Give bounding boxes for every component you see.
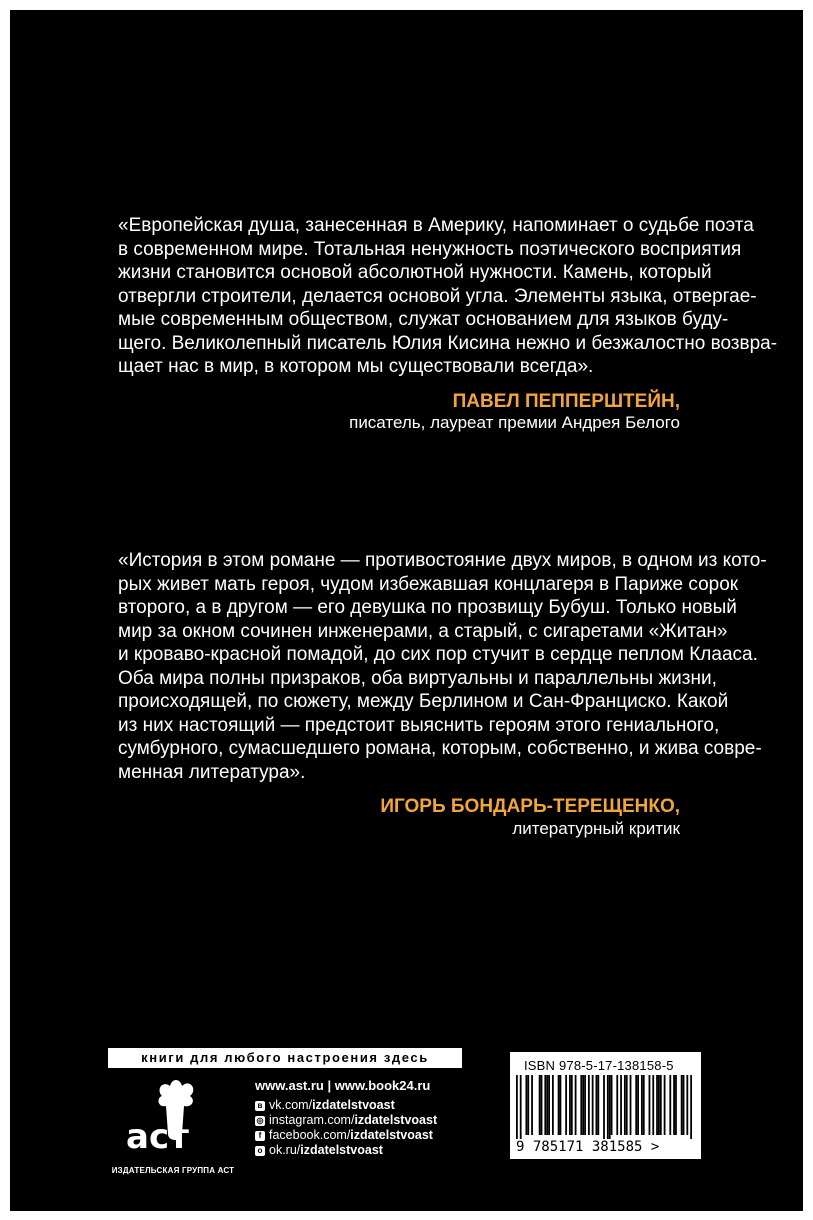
social-link-odnoklassniki[interactable] — [255, 1143, 437, 1158]
barcode-bar — [658, 1075, 660, 1135]
barcode-bar — [539, 1075, 541, 1135]
quote-line: сумбурного, сумасшедшего романа, которым, собственно, и жива совре- — [118, 738, 762, 759]
barcode-digits: 9 785171 381585 > — [516, 1139, 660, 1155]
odnoklassniki-icon: о — [255, 1146, 265, 1156]
barcode-bar — [652, 1075, 654, 1135]
barcode-bar — [596, 1075, 598, 1135]
barcode-bar — [616, 1075, 618, 1135]
ast-logo-icon — [112, 1076, 222, 1162]
isbn-block — [510, 1052, 701, 1159]
barcode-bar — [607, 1075, 609, 1139]
barcode-bar — [620, 1075, 622, 1135]
quote-line: менная литература». — [118, 761, 306, 783]
quote-line: второго, а в другом — его девушка по прозвищу Бубуш. Только новый — [118, 597, 737, 618]
quote-bondar-tereshchenko — [118, 549, 767, 784]
social-prefix: vk.com/ — [269, 1098, 313, 1112]
quote-line: и кроваво-красной помадой, до сих пор стучит в сердце пеплом Клааса. — [118, 644, 758, 665]
barcode-bar — [584, 1075, 586, 1135]
social-handle: izdatelstvoast — [350, 1128, 433, 1142]
barcode-bar — [560, 1075, 562, 1135]
barcode-bar — [527, 1075, 529, 1135]
quote-author: ИГОРЬ БОНДАРЬ-ТЕРЕЩЕНКО, — [380, 796, 680, 817]
quote-line: отвергли строители, делается основой угла. Элементы языка, отвергае- — [118, 285, 757, 307]
barcode-bar — [565, 1075, 567, 1135]
social-handle: izdatelstvoast — [300, 1143, 383, 1157]
barcode-bar — [582, 1075, 584, 1135]
vk-icon: в — [255, 1101, 265, 1111]
barcode-bar — [588, 1075, 590, 1135]
quote-author-role: писатель, лауреат премии Андрея Белого — [349, 413, 680, 432]
isbn-number: ISBN 978-5-17-138158-5 — [524, 1058, 674, 1073]
barcode-bar — [669, 1075, 671, 1135]
quote-author: ПАВЕЛ ПЕППЕРШТЕЙН, — [452, 391, 680, 412]
quote-line: мые современным обществом, служат основанием для языков буду- — [118, 309, 729, 330]
barcode-bar — [597, 1075, 599, 1135]
facebook-icon: f — [255, 1131, 265, 1141]
barcode-bar — [546, 1075, 548, 1135]
barcode-bar — [541, 1075, 543, 1135]
barcode-bar — [641, 1075, 643, 1135]
quote-line: рых живет мать героя, чудом избежавшая концлагеря в Париже сорок — [118, 573, 739, 595]
barcode-bar — [630, 1075, 632, 1135]
barcode-icon — [516, 1075, 696, 1139]
barcode-bar — [660, 1075, 662, 1135]
barcode-bar — [683, 1075, 685, 1135]
quote-line: в современном мире. Тотальная ненужность поэтического восприятия — [118, 238, 742, 260]
barcode-bar — [681, 1075, 683, 1135]
barcode-bar — [558, 1075, 560, 1135]
barcode-bar — [609, 1075, 611, 1139]
barcode-bar — [664, 1075, 666, 1135]
barcode-bar — [552, 1075, 554, 1135]
barcode-bar — [525, 1075, 527, 1135]
svg-text:аст: аст — [126, 1117, 189, 1157]
social-handle: izdatelstvoast — [354, 1113, 438, 1127]
social-link-facebook[interactable] — [255, 1128, 437, 1143]
quote-line: мир за окном сочинен инженерами, а старый, с сигаретами «Житан» — [118, 620, 728, 642]
barcode-bar — [611, 1075, 613, 1135]
social-link-vk[interactable] — [255, 1098, 437, 1113]
barcode-bar — [516, 1075, 518, 1139]
barcode-bar — [571, 1075, 573, 1135]
barcode-bar — [575, 1075, 577, 1135]
quote-line: из них настоящий — предстоит выяснить героям этого гениального, — [118, 714, 720, 736]
barcode-bar — [544, 1075, 546, 1135]
quote-line: щего. Великолепный писатель Юлия Кисина нежно и безжалостно возвра- — [118, 332, 778, 354]
barcode-bar — [690, 1075, 692, 1139]
quote-line: «История в этом романе — противостояние двух миров, в одном из кото- — [118, 550, 767, 571]
barcode-bar — [520, 1075, 522, 1139]
back-cover — [10, 10, 803, 1211]
quote-line: щает нас в мир, в котором мы существовали всегда». — [118, 356, 594, 377]
barcode-bar — [675, 1075, 677, 1135]
publisher-name: ИЗДАТЕЛЬСКАЯ ГРУППА АСТ — [111, 1166, 235, 1175]
barcode-bar — [656, 1075, 658, 1135]
social-prefix: facebook.com/ — [269, 1128, 351, 1142]
barcode-bar — [643, 1075, 645, 1135]
barcode-bar — [649, 1075, 651, 1135]
barcode-bar — [635, 1075, 637, 1135]
barcode-bar — [624, 1075, 626, 1135]
barcode-bar — [569, 1075, 571, 1135]
quote-line: Оба мира полны призраков, оба виртуальны и параллельны жизни, — [118, 667, 717, 689]
instagram-icon: ◎ — [256, 1115, 264, 1125]
barcode-bar — [673, 1075, 675, 1135]
quote-line: «Европейская душа, занесенная в Америку, напоминает о судьбе поэта — [118, 215, 754, 236]
social-prefix: instagram.com/ — [269, 1113, 355, 1127]
quote-author-role: литературный критик — [512, 819, 680, 838]
barcode-bar — [626, 1075, 628, 1135]
barcode-bar — [686, 1075, 688, 1135]
quote-line: жизни становится основой абсолютной нужности. Камень, который — [118, 262, 712, 283]
social-links — [255, 1098, 437, 1158]
barcode-bar — [531, 1075, 533, 1135]
quote-line: происходящей, по сюжету, между Берлином и Сан-Франциско. Какой — [118, 691, 729, 712]
barcode-bar — [603, 1075, 605, 1139]
quote-pepperstein — [118, 214, 778, 379]
social-prefix: ok.ru/ — [269, 1143, 301, 1157]
publisher-websites[interactable]: www.ast.ru | www.book24.ru — [255, 1078, 431, 1093]
social-link-instagram[interactable] — [255, 1113, 437, 1128]
barcode-bar — [637, 1075, 639, 1135]
barcode-bar — [548, 1075, 550, 1135]
tagline-bar: книги для любого настроения здесь — [108, 1048, 462, 1068]
barcode-bar — [580, 1075, 582, 1135]
social-handle: izdatelstvoast — [312, 1098, 395, 1112]
barcode-bar — [592, 1075, 594, 1135]
